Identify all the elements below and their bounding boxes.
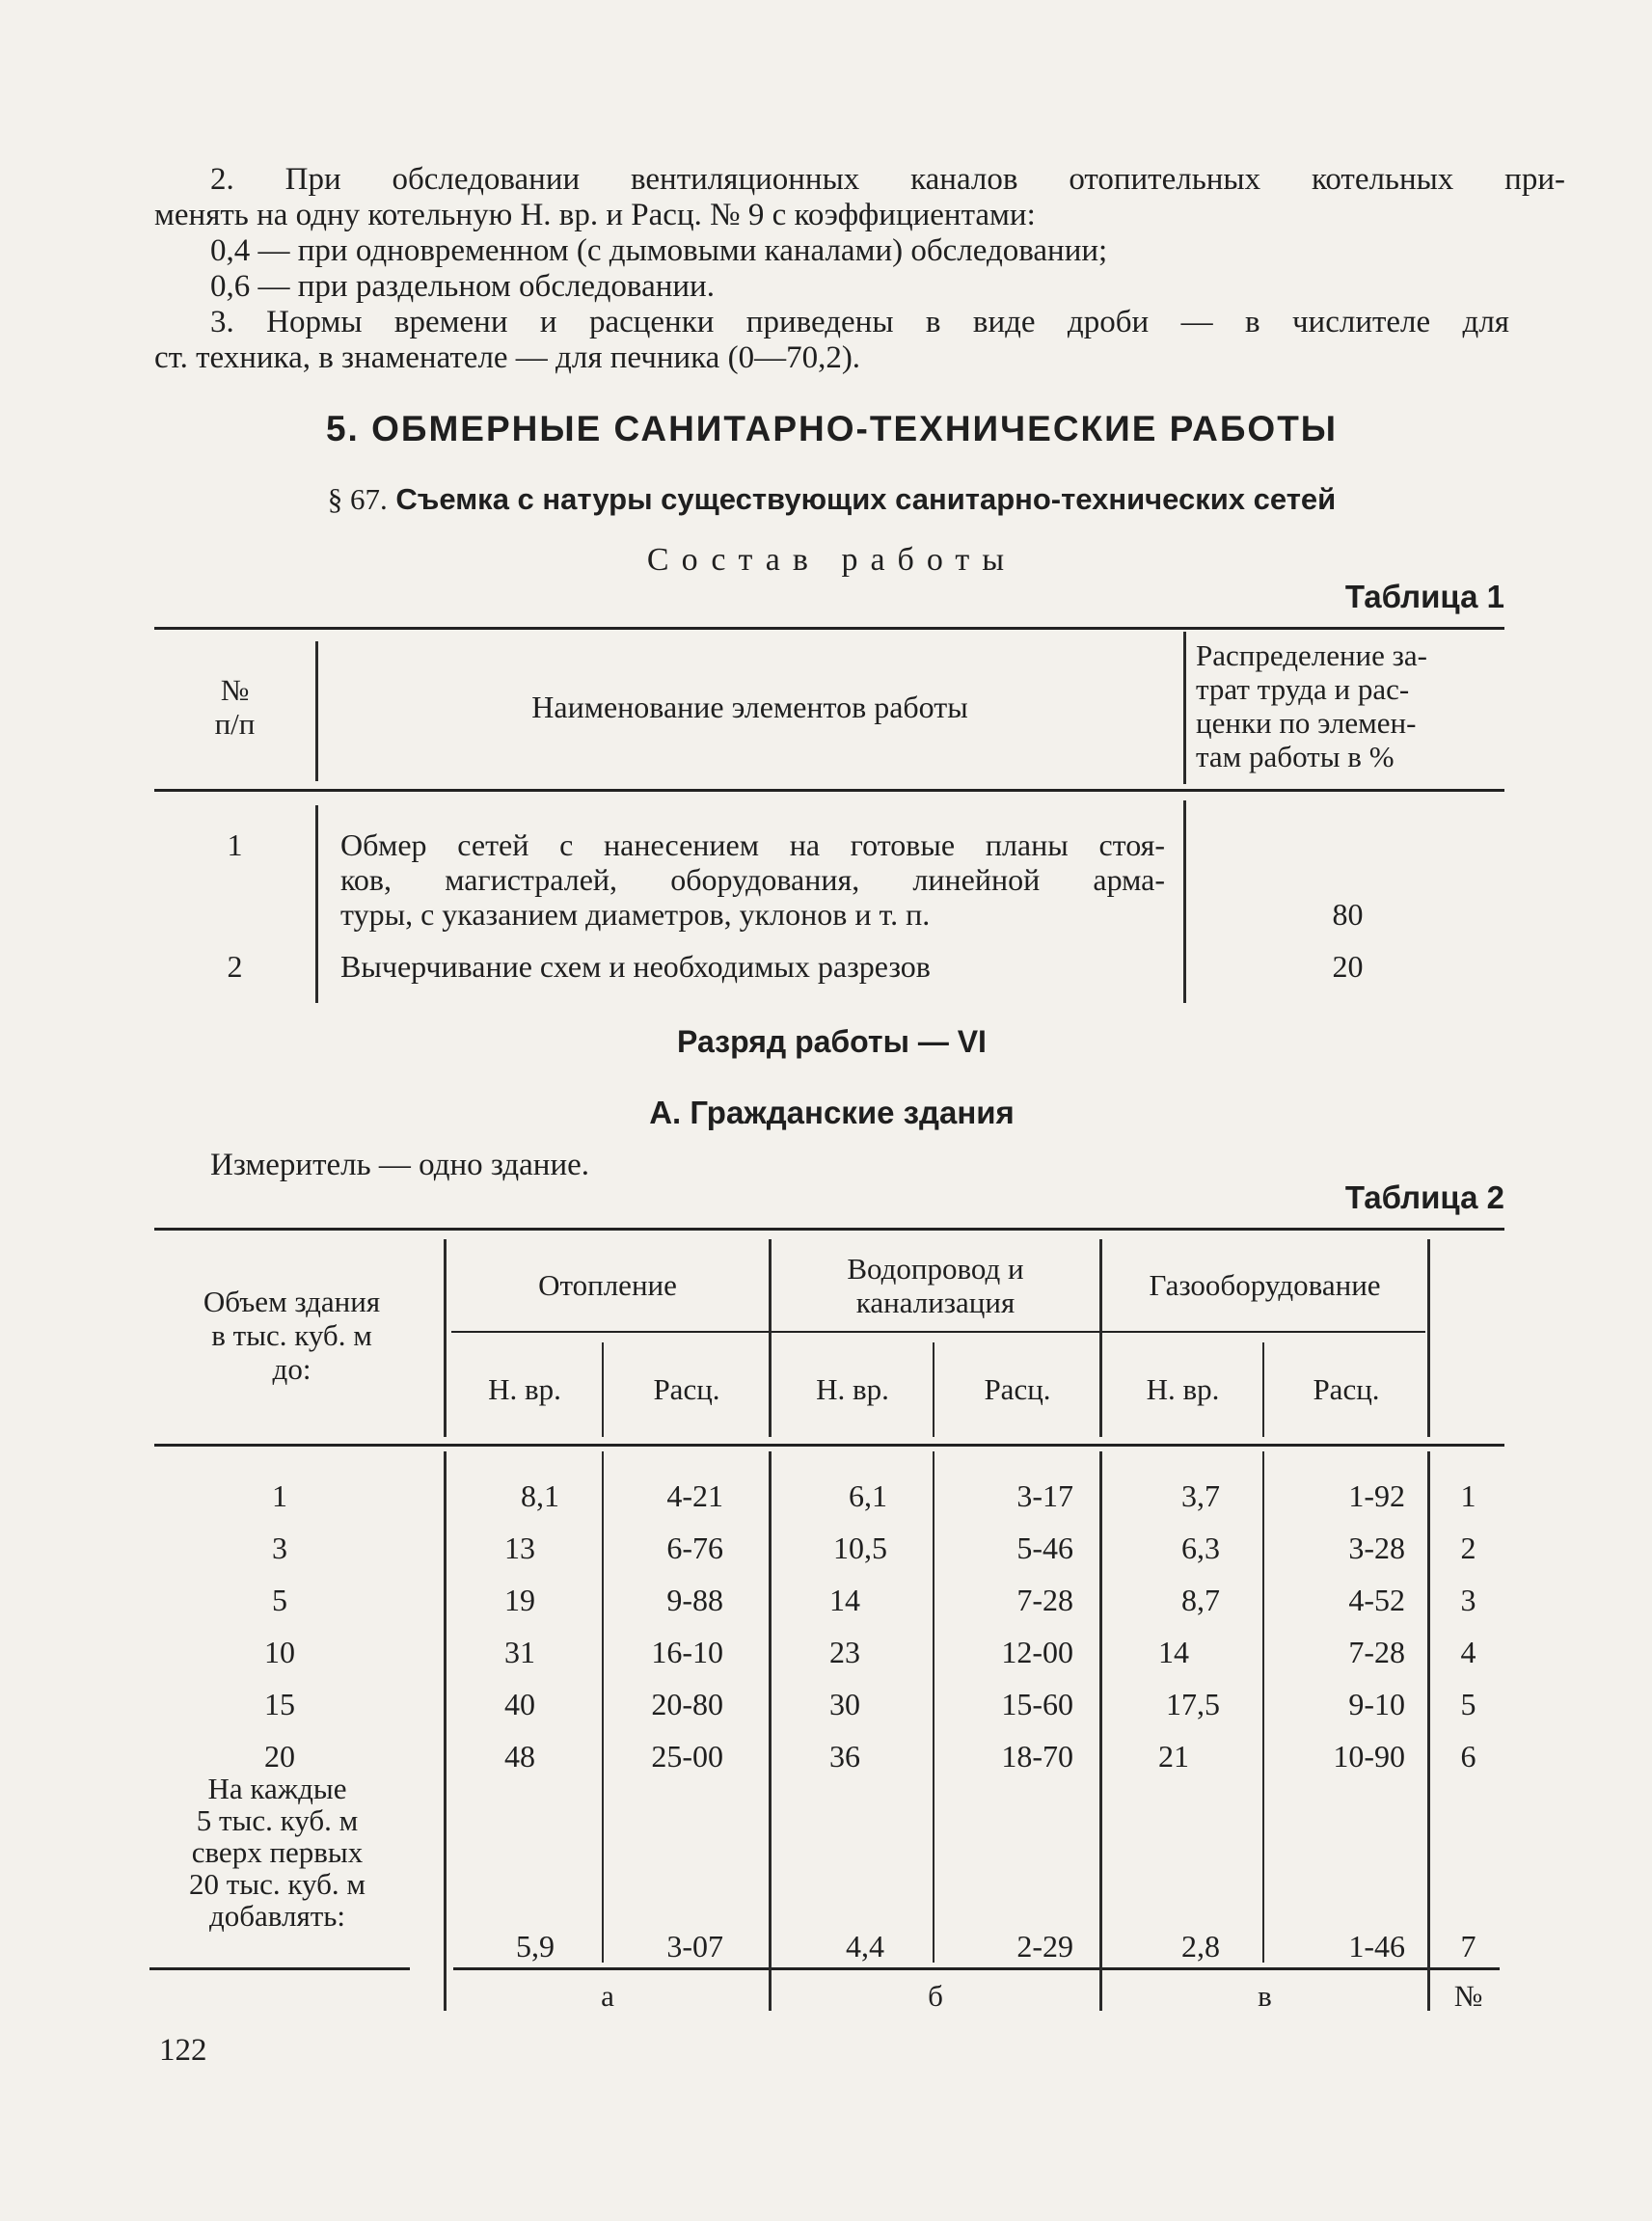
table2-divider (1262, 1342, 1264, 1437)
table1-row-share: 20 (1332, 949, 1364, 984)
header-line: п/п (214, 707, 256, 741)
table2-divider (1262, 1451, 1264, 1963)
paragraph-heading (154, 482, 1509, 517)
header-line: трат труда и рас- (1196, 672, 1410, 706)
value-cell: 1-46 (1348, 1929, 1405, 1964)
table2-header-volume (145, 1285, 439, 1386)
label-line: сверх первых (191, 1835, 364, 1869)
value-cell: 8,7 (1181, 1583, 1220, 1617)
note-line: менять на одну котельную Н. вр. и Расц. № 9 с коэффициентами: (154, 198, 1036, 232)
table1-row-num: 2 (227, 949, 243, 984)
table1-header-num (154, 673, 315, 741)
value-cell: 10,5 (833, 1530, 887, 1565)
table2-col-time: Н. вр. (488, 1372, 561, 1406)
table2-group-water (773, 1252, 1097, 1319)
volume-cell: 1 (272, 1478, 287, 1513)
value-cell: 23 (829, 1635, 860, 1669)
value-cell: 3,7 (1181, 1478, 1220, 1513)
header-line: до: (272, 1352, 311, 1386)
volume-cell: 15 (264, 1687, 295, 1721)
volume-cell: 5 (272, 1583, 287, 1617)
table2-bottom-rule (453, 1967, 1500, 1970)
work-rank: Разряд работы — VI (677, 1024, 987, 1059)
value-cell: 4-21 (666, 1478, 723, 1513)
table2-divider (1427, 1451, 1430, 2011)
value-cell: 1-92 (1348, 1478, 1405, 1513)
value-cell: 17,5 (1166, 1687, 1220, 1721)
value-cell: 2-29 (1016, 1929, 1073, 1964)
value-cell: 6-76 (666, 1530, 723, 1565)
note-line: 2. При обследовании вентиляционных каналов отопительных котельных при- (210, 162, 1565, 197)
paragraph-title: Съемка с натуры существующих санитарно-технических сетей (395, 482, 1337, 516)
table1-divider (315, 805, 318, 1003)
volume-cell: 3 (272, 1530, 287, 1565)
table1-divider (1183, 800, 1186, 1003)
value-cell: 3-07 (666, 1929, 723, 1964)
label-line: 20 тыс. куб. м (189, 1867, 366, 1901)
table2-bottom-rule (149, 1967, 410, 1970)
column-letter: в (1258, 1979, 1272, 2013)
table1-top-rule (154, 627, 1504, 630)
table2-divider (444, 1239, 447, 1437)
header-line: № (220, 673, 250, 707)
table2-top-rule (154, 1228, 1504, 1231)
table2-header-rule (154, 1444, 1504, 1447)
header-line: в тыс. куб. м (211, 1318, 372, 1352)
value-cell: 21 (1158, 1739, 1189, 1774)
table2-subheader-rule (451, 1331, 1425, 1333)
table2-divider (769, 1239, 772, 1437)
value-cell: 48 (504, 1739, 535, 1774)
row-number: 4 (1460, 1635, 1476, 1669)
table2-divider (602, 1451, 604, 1963)
value-cell: 36 (829, 1739, 860, 1774)
table2-divider (602, 1342, 604, 1437)
number-column-label: № (1453, 1979, 1483, 2013)
table2-col-time: Н. вр. (816, 1372, 889, 1406)
row-number: 2 (1460, 1530, 1476, 1565)
note-line: 3. Нормы времени и расценки приведены в виде дроби — в числителе для (210, 305, 1509, 339)
value-cell: 15-60 (1001, 1687, 1073, 1721)
note-line: ст. техника, в знаменателе — для печника (0—70,2). (154, 340, 861, 375)
value-cell: 9-88 (666, 1583, 723, 1617)
table1-row-share: 80 (1332, 897, 1364, 932)
table1-label: Таблица 1 (1344, 579, 1504, 614)
table2-col-rate: Расц. (1313, 1372, 1380, 1406)
value-cell: 4-52 (1348, 1583, 1405, 1617)
value-cell: 6,3 (1181, 1530, 1220, 1565)
row-number: 6 (1460, 1739, 1476, 1774)
value-cell: 25-00 (651, 1739, 723, 1774)
value-cell: 7-28 (1016, 1583, 1073, 1617)
table1-row-text: туры, с указанием диаметров, уклонов и т. п. (340, 897, 931, 932)
value-cell: 6,1 (849, 1478, 887, 1513)
header-line: Водопровод и (847, 1252, 1024, 1286)
value-cell: 16-10 (651, 1635, 723, 1669)
measure-unit: Измеритель — одно здание. (210, 1148, 590, 1182)
table1-divider (1183, 632, 1186, 784)
value-cell: 4,4 (846, 1929, 884, 1964)
table2-col-time: Н. вр. (1146, 1372, 1220, 1406)
label-line: добавлять: (208, 1899, 346, 1933)
value-cell: 8,1 (521, 1478, 559, 1513)
note-line: 0,4 — при одновременном (с дымовыми каналами) обследовании; (210, 233, 1108, 268)
table2-divider (1427, 1239, 1430, 1437)
value-cell: 14 (829, 1583, 860, 1617)
row-number: 1 (1460, 1478, 1476, 1513)
value-cell: 31 (504, 1635, 535, 1669)
value-cell: 9-10 (1348, 1687, 1405, 1721)
table1-header-share (1196, 638, 1427, 773)
subsection-title: А. Гражданские здания (649, 1095, 1015, 1130)
value-cell: 14 (1158, 1635, 1189, 1669)
row-number: 7 (1460, 1929, 1476, 1964)
value-cell: 30 (829, 1687, 860, 1721)
table2-divider (444, 1451, 447, 2011)
row-number: 5 (1460, 1687, 1476, 1721)
page-number: 122 (159, 2033, 207, 2068)
value-cell: 19 (504, 1583, 535, 1617)
row-number: 3 (1460, 1583, 1476, 1617)
value-cell: 3-17 (1016, 1478, 1073, 1513)
table1-row-text: Обмер сетей с нанесением на готовые планы стоя- (340, 827, 1165, 862)
table1-header-name: Наименование элементов работы (531, 690, 968, 724)
volume-cell: 10 (264, 1635, 295, 1669)
note-line: 0,6 — при раздельном обследовании. (210, 269, 715, 304)
label-line: 5 тыс. куб. м (196, 1803, 359, 1837)
composition-title: Состав работы (646, 542, 1017, 578)
table1-row-text: Вычерчивание схем и необходимых разрезов (340, 949, 931, 984)
label-line: На каждые (207, 1772, 347, 1805)
table2-divider (933, 1342, 934, 1437)
table1-header-rule (154, 789, 1504, 792)
table2-col-rate: Расц. (653, 1372, 720, 1406)
volume-cell: 20 (264, 1739, 295, 1774)
table2-divider (1099, 1451, 1102, 2011)
extra-row-label (145, 1773, 410, 1932)
value-cell: 5-46 (1016, 1530, 1073, 1565)
value-cell: 5,9 (516, 1929, 555, 1964)
table2-group-heating: Отопление (538, 1268, 677, 1302)
paragraph-sign: § 67. (327, 482, 388, 516)
table2-divider (933, 1451, 934, 1963)
header-line: Распределение за- (1196, 638, 1427, 672)
section-title: 5. ОБМЕРНЫЕ САНИТАРНО-ТЕХНИЧЕСКИЕ РАБОТЫ (325, 409, 1339, 448)
value-cell: 3-28 (1348, 1530, 1405, 1565)
value-cell: 40 (504, 1687, 535, 1721)
table2-col-rate: Расц. (984, 1372, 1051, 1406)
header-line: ценки по элемен- (1196, 706, 1417, 740)
table2-group-gas: Газооборудование (1149, 1268, 1381, 1302)
table2-divider (1099, 1239, 1102, 1437)
table2-divider (769, 1451, 772, 2011)
value-cell: 10-90 (1333, 1739, 1405, 1774)
header-line: канализация (855, 1286, 1016, 1319)
column-letter: б (928, 1979, 943, 2013)
value-cell: 12-00 (1001, 1635, 1073, 1669)
value-cell: 13 (504, 1530, 535, 1565)
header-line: Объем здания (203, 1285, 381, 1318)
value-cell: 7-28 (1348, 1635, 1405, 1669)
table1-row-num: 1 (227, 827, 243, 862)
table2-label: Таблица 2 (1344, 1179, 1504, 1215)
value-cell: 20-80 (651, 1687, 723, 1721)
column-letter: а (601, 1979, 614, 2013)
header-line: там работы в % (1196, 740, 1395, 773)
value-cell: 2,8 (1181, 1929, 1220, 1964)
value-cell: 18-70 (1001, 1739, 1073, 1774)
table1-row-text: ков, магистралей, оборудования, линейной арма- (340, 862, 1165, 897)
